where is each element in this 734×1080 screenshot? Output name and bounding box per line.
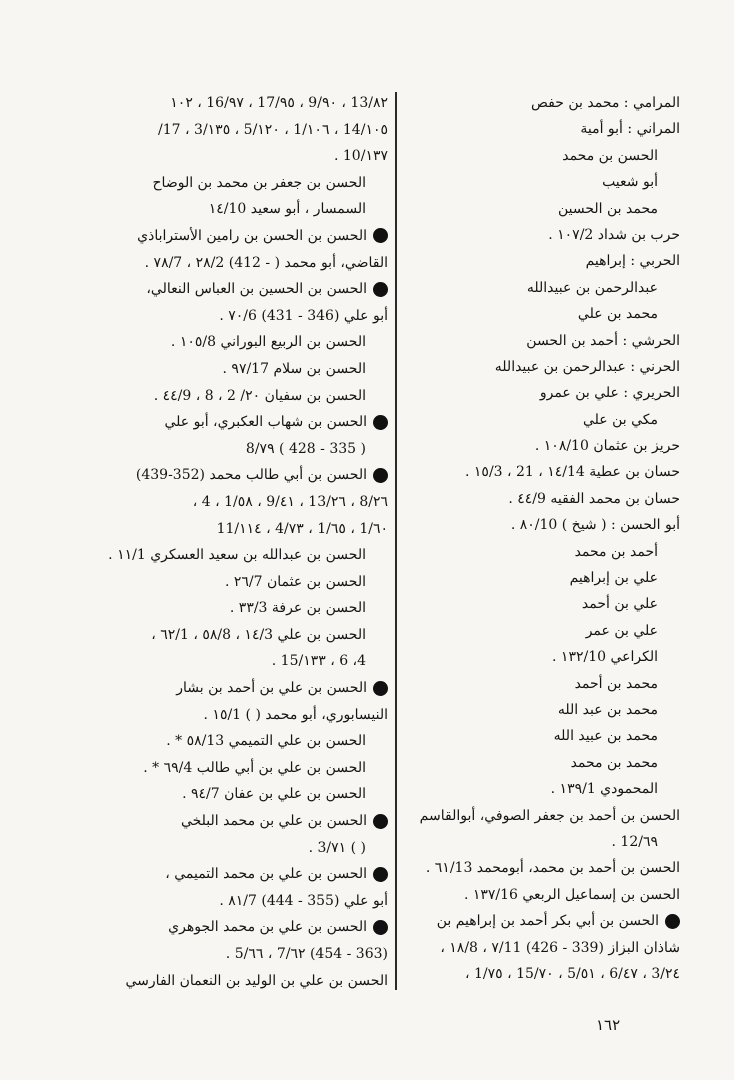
index-entry-line (410, 750, 680, 776)
index-entry-text: شاذان البزاز (339 - 426) ٧/11 ، ١٨/8 ، (440, 939, 680, 956)
index-entry-line (122, 90, 388, 117)
index-entry-text: الكراعي ١٣٢/10 . (552, 649, 658, 666)
bullet-icon (373, 468, 388, 483)
index-entry-text: الحسن بن علي بن محمد الجوهري (168, 919, 367, 936)
index-entry-line (122, 196, 388, 223)
index-entry-line (122, 170, 388, 197)
index-entry-line (410, 961, 680, 987)
index-entry-text: حسان بن محمد الفقيه ٤٤/9 . (508, 490, 680, 507)
index-entry-line (410, 829, 680, 855)
index-entry-text: ٢٦/8 ، ٢٦/13 ، ٤١/9 ، ٥٨/1 ، 4 ، (192, 493, 388, 510)
index-entry-text: الحسن بن الحسن بن رامين الأستراباذي (137, 227, 367, 244)
index-entry-line (410, 328, 680, 354)
index-entry-line (122, 276, 388, 303)
index-entry-text: المرامي : محمد بن حفص (531, 95, 680, 111)
index-entry-line (410, 433, 680, 459)
index-entry-line (410, 169, 680, 195)
index-entry-text: محمد بن محمد (570, 754, 658, 771)
index-entry-text: ٦٠/1 ، ٦٥/1 ، ٧٣/4 ، ١١٤/11 (216, 520, 388, 537)
index-entry-line (410, 380, 680, 406)
index-entry-text: ( 335 - 428 ) ٧٩/8 (245, 440, 366, 457)
index-entry-text: علي بن إبراهيم (569, 570, 658, 587)
index-entry-line (410, 723, 680, 749)
index-entry-text: محمد بن عبد الله (557, 701, 658, 718)
index-entry-line (410, 512, 680, 538)
index-entry-line (410, 776, 680, 802)
index-entry-text: علي بن أحمد (581, 596, 658, 613)
index-entry-text: النيسابوري، أبو محمد ( ) ١٥/1 . (203, 706, 388, 723)
index-entry-line (122, 223, 388, 250)
bullet-icon (373, 920, 388, 935)
index-entry-line (410, 222, 680, 248)
index-entry-line (122, 835, 388, 862)
index-entry-line (122, 622, 388, 649)
left-column (108, 90, 388, 994)
index-entry-line (410, 301, 680, 327)
index-entry-line (122, 728, 388, 755)
index-entry-text: الحسن بن الربيع البوراني ١٠٥/8 . (170, 334, 366, 351)
index-entry-text: الحسن بن علي بن عفان ٩٤/7 . (182, 786, 366, 803)
index-entry-text: الحربي : إبراهيم (585, 253, 680, 270)
index-entry-line (122, 781, 388, 808)
index-entry-text: حسان بن عطية ١٤/14 ، 21 ، ١٥/3 . (465, 464, 680, 481)
index-entry-line (122, 675, 388, 702)
index-entry-line (410, 644, 680, 670)
index-entry-text: الحسن بن شهاب العكبري، أبو علي (164, 414, 367, 431)
bullet-icon (665, 914, 680, 929)
index-entry-line (122, 808, 388, 835)
index-entry-line (122, 595, 388, 622)
index-entry-text: ٢٤/3 ، ٤٧/6 ، ٥١/5 ، ٧٠/15 ، ٧٥/1 ، (465, 965, 680, 982)
index-entry-line (410, 591, 680, 617)
index-entry-line (122, 356, 388, 383)
index-entry-text: الحسن بن سلام ٩٧/17 . (222, 360, 366, 377)
index-entry-line (410, 354, 680, 380)
index-entry-line (410, 908, 680, 934)
index-entry-line (410, 459, 680, 485)
index-entry-text: ١٣٧/10 . (333, 148, 388, 165)
index-entry-line (122, 383, 388, 410)
index-entry-line (122, 329, 388, 356)
index-entry-line (122, 914, 388, 941)
index-entry-line (122, 250, 388, 277)
index-entry-line (108, 542, 388, 569)
bullet-icon (373, 681, 388, 696)
index-entry-text: ٦٩/12 . (611, 833, 658, 850)
index-entry-text: الحسن بن عرفة ٣٣/3 . (229, 600, 366, 617)
index-entry-text: الحسن بن محمد (562, 147, 658, 164)
right-column (410, 90, 680, 987)
index-entry-line (410, 248, 680, 274)
index-entry-text: مكي بن علي (582, 411, 658, 428)
index-entry-line (410, 618, 680, 644)
index-entry-line (122, 117, 388, 144)
index-entry-line (410, 855, 680, 881)
index-entry-line (410, 935, 680, 961)
index-entry-line (122, 941, 388, 968)
index-entry-line (410, 275, 680, 301)
bullet-icon (373, 814, 388, 829)
index-entry-text: الحسن بن عثمان ٢٦/7 . (224, 573, 366, 590)
index-entry-text: الحسن بن إسماعيل الربعي ١٣٧/16 . (463, 886, 680, 903)
index-entry-line (410, 565, 680, 591)
index-entry-text: الحسن بن أحمد بن جعفر الصوفي، أبوالقاسم (419, 807, 680, 824)
index-entry-text: الحرشي : أحمد بن الحسن (526, 332, 680, 349)
index-entry-text: السمسار ، أبو سعيد ١٤/10 (208, 201, 366, 218)
index-entry-line (122, 303, 388, 330)
index-entry-text: الحسن بن علي بن أحمد بن بشار (176, 680, 367, 697)
index-entry-line (122, 569, 388, 596)
index-entry-line (410, 486, 680, 512)
index-entry-text: الحسن بن علي بن محمد التميمي ، (165, 866, 367, 883)
index-entry-line (122, 436, 388, 463)
index-entry-line (122, 702, 388, 729)
index-entry-line (410, 697, 680, 723)
index-entry-line (122, 143, 388, 170)
index-entry-text: محمد بن الحسين (558, 200, 658, 217)
index-entry-text: محمد بن عبيد الله (553, 728, 658, 745)
index-entry-text: ٨٢/13 ، ٩٠/9 ، ٩٥/17 ، ٩٧/16 ، ١٠٢ (170, 95, 388, 111)
page-number: ١٦٢ (596, 1016, 621, 1034)
index-entry-text: 4، 6 ، ١٣٣/15 . (271, 653, 366, 670)
index-entry-line (410, 143, 680, 169)
index-entry-line (122, 489, 388, 516)
index-entry-text: المحمودي ١٣٩/1 . (550, 781, 658, 798)
index-entry-line (410, 90, 680, 116)
index-entry-text: محمد بن علي (577, 306, 658, 323)
index-entry-text: الحسن بن علي بن محمد البلخي (180, 813, 367, 830)
index-entry-line (410, 882, 680, 908)
index-entry-text: المراني : أبو أمية (580, 121, 680, 138)
index-entry-line (122, 409, 388, 436)
index-entry-text: الحسن بن أبي طالب محمد (352-439) (135, 467, 367, 484)
index-entry-text: محمد بن أحمد (574, 675, 658, 692)
index-entry-text: الحسن بن علي بن الوليد بن النعمان الفارسي (125, 972, 388, 989)
index-entry-text: الحسن بن علي بن أبي طالب ٦٩/4 * . (143, 759, 366, 776)
index-entry-text: أبو الحسن : ( شيخ ) ٨٠/10 . (510, 517, 680, 534)
index-entry-text: الحسن بن عبدالله بن سعيد العسكري ١١/1 . (108, 547, 366, 564)
index-entry-text: حرب بن شداد ١٠٧/2 . (548, 226, 680, 243)
bullet-icon (373, 228, 388, 243)
bullet-icon (373, 415, 388, 430)
index-entry-line (122, 462, 388, 489)
column-divider (395, 92, 397, 990)
index-entry-text: أبو شعيب (602, 174, 658, 191)
index-entry-text: الحسن بن علي ١٤/3 ، ٥٨/8 ، ٦٢/1 ، (151, 626, 366, 643)
index-entry-line (122, 968, 388, 995)
index-entry-line (410, 407, 680, 433)
index-entry-line (410, 116, 680, 142)
index-entry-line (410, 539, 680, 565)
index-entry-line (410, 803, 680, 829)
index-entry-line (122, 888, 388, 915)
index-entry-text: الحرني : عبدالرحمن بن عبيدالله (494, 358, 680, 375)
bullet-icon (373, 282, 388, 297)
index-entry-text: أحمد بن محمد (574, 543, 658, 560)
index-entry-text: علي بن عمر (585, 622, 658, 639)
bullet-icon (373, 867, 388, 882)
index-entry-text: الحسن بن أبي بكر أحمد بن إبراهيم بن (436, 913, 659, 930)
index-entry-line (122, 516, 388, 543)
index-entry-text: ١٠٥/14 ، ١٠٦/1 ، ١٢٠/5 ، ١٣٥/3 ، 17/ (158, 121, 388, 138)
index-entry-text: الحسن بن سفيان ٢٠/ 2 ، 8 ، ٤٤/9 . (153, 387, 366, 404)
index-entry-text: (363 - 454) ٦٢/7 ، ٦٦/5 . (225, 946, 388, 962)
index-entry-line (122, 648, 388, 675)
index-entry-line (122, 861, 388, 888)
index-entry-line (410, 671, 680, 697)
index-entry-text: أبو علي (355 - 444) ٨١/7 . (219, 892, 388, 909)
index-entry-text: حريز بن عثمان ١٠٨/10 . (534, 438, 680, 455)
index-entry-text: القاضي، أبو محمد ( - 412) ٢٨/2 ، ٧٨/7 . (144, 254, 388, 271)
index-entry-text: الحسن بن أحمد بن محمد، أبومحمد ٦١/13 . (425, 860, 680, 877)
index-entry-text: عبدالرحمن بن عبيدالله (526, 279, 658, 296)
index-entry-text: الحسن بن الحسين بن العباس النعالي، (146, 281, 367, 298)
index-entry-line (122, 755, 388, 782)
index-entry-text: الحريري : علي بن عمرو (539, 385, 680, 402)
index-entry-text: أبو علي (346 - 431) ٧٠/6 . (219, 307, 388, 324)
index-entry-line (410, 196, 680, 222)
index-entry-text: الحسن بن جعفر بن محمد بن الوضاح (152, 174, 366, 191)
index-entry-text: ( ) ٧١/3 . (308, 839, 366, 856)
index-entry-text: الحسن بن علي التميمي ٥٨/13 * . (166, 733, 366, 750)
